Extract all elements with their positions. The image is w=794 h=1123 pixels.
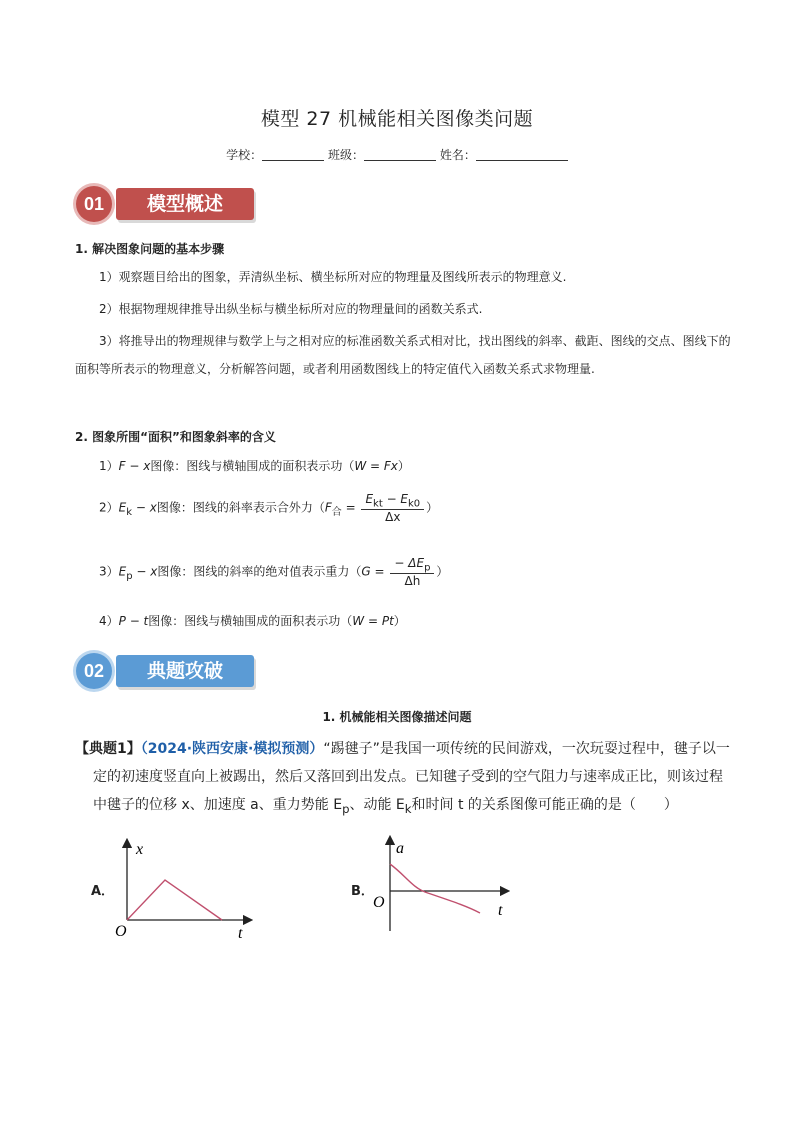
acceleration-curve bbox=[390, 864, 480, 913]
option-b-graph[interactable] bbox=[370, 835, 515, 935]
x-axis-label: t bbox=[238, 925, 243, 942]
formula-ek-x: $2)E_k - x$图像：图线的斜率表示合外力（$F_合$ = $\frac{E_{kt} - E_{k0}}{\Delta x}$ ） bbox=[99, 492, 439, 525]
section-number: 01 bbox=[76, 186, 112, 222]
student-info-line bbox=[0, 146, 794, 163]
fraction: $\frac{E_{kt} - E_{k0}}{\Delta x}$ bbox=[361, 492, 424, 524]
school-blank[interactable] bbox=[262, 148, 324, 161]
origin-label: O bbox=[373, 894, 385, 911]
name-blank[interactable] bbox=[476, 148, 568, 161]
origin-label: O bbox=[115, 923, 127, 940]
y-axis-label: a bbox=[396, 840, 404, 857]
option-a-label[interactable]: A． bbox=[91, 884, 115, 899]
displacement-curve bbox=[127, 880, 222, 920]
class-label: 班级： bbox=[327, 148, 364, 162]
formula-p-t: 4）P − t图像：图线与横轴围成的面积表示功（W = Pt） bbox=[99, 614, 406, 628]
name-label: 姓名： bbox=[439, 148, 476, 162]
section-label: 模型概述 bbox=[116, 188, 254, 220]
question-tag: 【典题1】 bbox=[75, 741, 141, 757]
x-axis-label: t bbox=[498, 902, 503, 919]
step-3: 3）将推导出的物理规律与数学上与之相对应的标准函数关系式相对比，找出图线的斜率、截距、图线的交点、图线下的面积等所表示的物理意义，分析解答问题，或者利用函数图线上的特定值代入函数关系式求物理量. bbox=[75, 334, 731, 376]
formula-ep-x: $3)E_p - x$图像：图线的斜率的绝对值表示重力（G = $\frac{- \Delta E_p}{\Delta h}$ ） bbox=[99, 556, 449, 589]
option-b-label[interactable]: B． bbox=[351, 884, 374, 899]
question-1: 【典题1】（2024·陕西安康·模拟预测）“踢毽子”是我国一项传统的民间游戏，一次玩耍过程中，毽子以一 定的初速度竖直向上被踢出，然后又落回到出发点。已知毽子受到的空气阻力与速率成正比，则该过程 中毽子的位移 x、加速度 a、重力势能 $E_p$、动能 $E_k$和时间 t 的关系图像可能正确的是（ ） bbox=[75, 741, 730, 816]
step-2: 2）根据物理规律推导出纵坐标与横坐标所对应的物理量间的函数关系式. bbox=[99, 302, 483, 316]
section-number: 02 bbox=[76, 653, 112, 689]
school-label: 学校： bbox=[226, 148, 263, 162]
step-1: 1）观察题目给出的图象，弄清纵坐标、横坐标所对应的物理量及图线所表示的物理意义. bbox=[99, 270, 567, 284]
y-axis-label: x bbox=[136, 841, 144, 858]
fraction: $\frac{- \Delta E_p}{\Delta h}$ bbox=[390, 556, 434, 588]
section-label: 典题攻破 bbox=[116, 655, 254, 687]
subsection-heading: 1. 机械能相关图像描述问题 bbox=[322, 710, 472, 724]
meaning-heading: 2. 图象所围“面积”和图象斜率的含义 bbox=[75, 430, 276, 444]
page-title: 模型 27 机械能相关图像类问题 bbox=[260, 108, 534, 130]
class-blank[interactable] bbox=[364, 148, 436, 161]
question-source: （2024·陕西安康·模拟预测） bbox=[140, 741, 324, 757]
formula-f-x: 1）F − x图像：图线与横轴围成的面积表示功（W = Fx） bbox=[99, 459, 410, 473]
steps-heading: 1. 解决图象问题的基本步骤 bbox=[75, 242, 225, 256]
option-a-graph[interactable] bbox=[110, 838, 260, 943]
